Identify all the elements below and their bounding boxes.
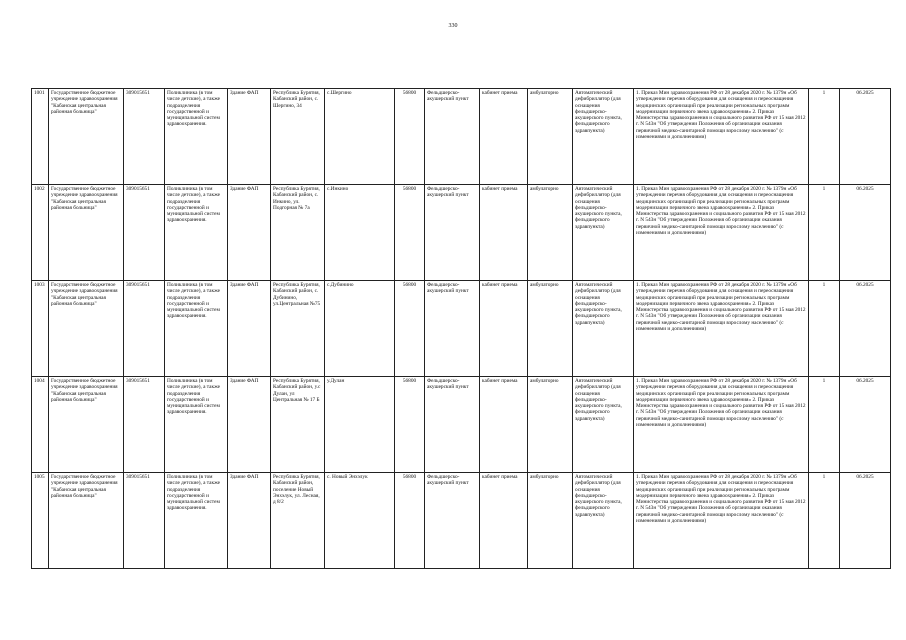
quantity-cell: 1 [809,185,840,281]
delivery-date-cell: 06.2025 [840,473,891,569]
okato-code-cell: 56800 [395,281,425,377]
building-name-cell: Здание ФАП [228,185,271,281]
table-row [32,185,891,281]
building-name-cell: Здание ФАП [228,377,271,473]
room-name-cell: кабинет приема [480,281,528,377]
inn-code-cell: 309015651 [124,473,165,569]
organization-name-cell: Государственное бюджетное учреждение здравоохранения "Кабанская центральная районная больница" [49,185,124,281]
table-row [32,473,891,569]
care-condition-cell: амбулаторно [528,473,573,569]
table-row [32,281,891,377]
building-name-cell: Здание ФАП [228,281,271,377]
unit-type-cell: Фельдшерско-акушерский пункт [425,281,480,377]
row-number-cell: 1003 [32,281,49,377]
delivery-date-cell: 06.2025 [840,89,891,185]
care-condition-cell: амбулаторно [528,89,573,185]
room-name-cell: кабинет приема [480,185,528,281]
equipment-name-cell: Автоматический дефибриллятор (для оснащения фельдшерско-акушерского пункта, фельдшерского здравпункта) [573,89,634,185]
locality-cell: с.Дубинино [325,281,395,377]
service-profile-cell: Поликлиника (в том числе детские), а также подразделения государственной и муниципальной систем здравоохранения. [165,377,228,473]
organization-name-cell: Государственное бюджетное учреждение здравоохранения "Кабанская центральная районная больница" [49,89,124,185]
address-cell: Республика Бурятия, Кабанский район, поселение Новый Энхэлук, ул. Лесная, д 8/2 [271,473,325,569]
legal-basis-cell: 1. Приказ Мин здравоохранения РФ от 28 декабря 2020 г. № 1379н «Об утверждении перечня оборудования для оснащения и переоснащения медицинских организаций при реализации региональных программ модернизации первичного звена здравоохранения» 2. Приказ Министерства здравоохранения и социального развития РФ от 15 мая 2012 г. N 543н "Об утверждении Положения об организации оказания первичной медико-санитарной помощи взрослому населению" (с изменениями и дополнениями) [634,89,809,185]
legal-basis-cell: 1. Приказ Мин здравоохранения РФ от 28 декабря 2020 г. № 1379н «Об утверждении перечня оборудования для оснащения и переоснащения медицинских организаций при реализации региональных программ модернизации первичного звена здравоохранения» 2. Приказ Министерства здравоохранения и социального развития РФ от 15 мая 2012 г. N 543н "Об утверждении Положения об организации оказания первичной медико-санитарной помощи взрослому населению" (с изменениями и дополнениями) [634,281,809,377]
okato-code-cell: 56800 [395,185,425,281]
inn-code-cell: 309015651 [124,185,165,281]
address-cell: Республика Бурятия, Кабанский район, с. Дубинино, ул.Центральная №75 [271,281,325,377]
address-cell: Республика Бурятия, Кабанский район, у.с Дулан, ул Центральная № 17 Б [271,377,325,473]
equipment-name-cell: Автоматический дефибриллятор (для оснащения фельдшерско-акушерского пункта, фельдшерского здравпункта) [573,185,634,281]
legal-basis-cell: 1. Приказ Мин здравоохранения РФ от 28 декабря 2020 г. № 1379н «Об утверждении перечня оборудования для оснащения и переоснащения медицинских организаций при реализации региональных программ модернизации первичного звена здравоохранения» 2. Приказ Министерства здравоохранения и социального развития РФ от 15 мая 2012 г. N 543н "Об утверждении Положения об организации оказания первичной медико-санитарной помощи взрослому населению" (с изменениями и дополнениями) [634,185,809,281]
service-profile-cell: Поликлиника (в том числе детские), а также подразделения государственной и муниципальной систем здравоохранения. [165,473,228,569]
locality-cell: с. Новый Энхэлук [325,473,395,569]
delivery-date-cell: 06.2025 [840,281,891,377]
organization-name-cell: Государственное бюджетное учреждение здравоохранения "Кабанская центральная районная больница" [49,377,124,473]
page-number: 330 [448,23,458,29]
okato-code-cell: 56800 [395,89,425,185]
unit-type-cell: Фельдшерско-акушерский пункт [425,377,480,473]
row-number-cell: 1001 [32,89,49,185]
okato-code-cell: 56800 [395,473,425,569]
quantity-cell: 1 [809,377,840,473]
address-cell: Республика Бурятия, Кабанский район, с. Шергино, 34 [271,89,325,185]
room-name-cell: кабинет приема [480,377,528,473]
legal-basis-cell: 1. Приказ Мин здравоохранения РФ от 28 декабря 2020 г. № 1379н «Об утверждении перечня оборудования для оснащения и переоснащения медицинских организаций при реализации региональных программ модернизации первичного звена здравоохранения» 2. Приказ Министерства здравоохранения и социального развития РФ от 15 мая 2012 г. N 543н "Об утверждении Положения об организации оказания первичной медико-санитарной помощи взрослому населению" (с изменениями и дополнениями) [634,377,809,473]
building-name-cell: Здание ФАП [228,473,271,569]
room-name-cell: кабинет приема [480,473,528,569]
equipment-name-cell: Автоматический дефибриллятор (для оснащения фельдшерско-акушерского пункта, фельдшерского здравпункта) [573,377,634,473]
inn-code-cell: 309015651 [124,377,165,473]
locality-cell: у.Дулан [325,377,395,473]
building-name-cell: Здание ФАП [228,89,271,185]
table-row [32,377,891,473]
unit-type-cell: Фельдшерско-акушерский пункт [425,89,480,185]
inn-code-cell: 309015651 [124,89,165,185]
row-number-cell: 1005 [32,473,49,569]
service-profile-cell: Поликлиника (в том числе детские), а также подразделения государственной и муниципальной систем здравоохранения. [165,185,228,281]
legal-basis-cell: 1. Приказ Мин здравоохранения РФ от 28 декабря 2020 г. № 1379н «Об утверждении перечня оборудования для оснащения и переоснащения медицинских организаций при реализации региональных программ модернизации первичного звена здравоохранения» 2. Приказ Министерства здравоохранения и социального развития РФ от 15 мая 2012 г. N 543н "Об утверждении Положения об организации оказания первичной медико-санитарной помощи взрослому населению" (с изменениями и дополнениями) [634,473,809,569]
service-profile-cell: Поликлиника (в том числе детские), а также подразделения государственной и муниципальной систем здравоохранения. [165,281,228,377]
care-condition-cell: амбулаторно [528,377,573,473]
row-number-cell: 1002 [32,185,49,281]
table-row [32,89,891,185]
service-profile-cell: Поликлиника (в том числе детские), а также подразделения государственной и муниципальной систем здравоохранения. [165,89,228,185]
quantity-cell: 1 [809,89,840,185]
okato-code-cell: 56800 [395,377,425,473]
inn-code-cell: 309015651 [124,281,165,377]
room-name-cell: кабинет приема [480,89,528,185]
equipment-name-cell: Автоматический дефибриллятор (для оснащения фельдшерско-акушерского пункта, фельдшерского здравпункта) [573,473,634,569]
address-cell: Республика Бурятия, Кабанский район, с. Инкино, ул. Подгорная № 7а [271,185,325,281]
delivery-date-cell: 06.2025 [840,377,891,473]
organization-name-cell: Государственное бюджетное учреждение здравоохранения "Кабанская центральная районная больница" [49,473,124,569]
equipment-name-cell: Автоматический дефибриллятор (для оснащения фельдшерско-акушерского пункта, фельдшерского здравпункта) [573,281,634,377]
equipment-register-table [31,88,891,569]
row-number-cell: 1004 [32,377,49,473]
unit-type-cell: Фельдшерско-акушерский пункт [425,473,480,569]
locality-cell: с.Шергино [325,89,395,185]
delivery-date-cell: 06.2025 [840,185,891,281]
quantity-cell: 1 [809,281,840,377]
care-condition-cell: амбулаторно [528,185,573,281]
locality-cell: с.Инкино [325,185,395,281]
unit-type-cell: Фельдшерско-акушерский пункт [425,185,480,281]
organization-name-cell: Государственное бюджетное учреждение здравоохранения "Кабанская центральная районная больница" [49,281,124,377]
quantity-cell: 1 [809,473,840,569]
care-condition-cell: амбулаторно [528,281,573,377]
